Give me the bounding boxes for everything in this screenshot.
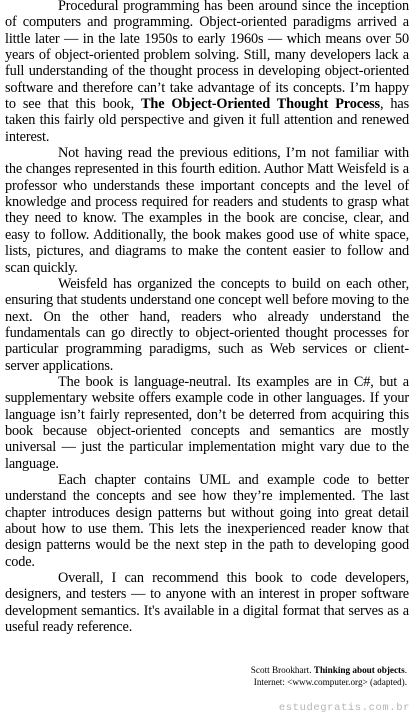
citation-line-1 [67,664,407,676]
citation-internet: Internet: <www.computer.org> (adapted). [253,677,407,687]
paragraph-1-text-b: , has taken this fairly old perspective and given it full attention and renewed interest. [5,96,409,145]
article-body [5,0,409,635]
paragraph-3: Weisfeld has organized the concepts to build on each other, ensuring that students understand one concept well before moving to the next. On the other hand, readers who already understand the fundamentals can go directly to object-oriented thought processes for particular programming paradigms, such as Web services or client-server applications. [5,275,409,374]
paragraph-1 [5,0,409,145]
paragraph-4: The book is language-neutral. Its examples are in C#, but a supplementary website offers example code in other languages. If your language isn’t fairly represented, don’t be deterred from acquiring this book because object-oriented concepts and semantics are mostly universal — just the particular implementation might vary due to the language. [5,373,409,472]
citation-period: . [404,665,407,675]
book-title: The Object-Oriented Thought Process [141,96,380,113]
citation-author: Scott Brookhart. [250,665,314,675]
paragraph-2: Not having read the previous editions, I’m not familiar with the changes represented in this fourth edition. Author Matt Weisfeld is a professor who understands these important concepts and the level of knowledge and process required for readers and students to grasp what they need to know. The examples in the book are concise, clear, and easy to follow. Additionally, the book makes good use of white space, lists, pictures, and diagrams to make the content easier to follow and scan quickly. [5,145,409,276]
paragraph-6: Overall, I can recommend this book to code developers, designers, and testers — to anyone with an interest in proper software development semantics. It's available in a digital format that serves as a useful ready reference. [5,570,409,636]
citation-title: Thinking about objects [313,665,405,675]
source-citation [67,664,407,688]
site-watermark: estudegratis.com.br [278,702,410,714]
paragraph-5: Each chapter contains UML and example code to better understand the concepts and see how they’re implemented. The last chapter introduces design patterns but without going into great detail about how to use them. This lets the inexperienced reader know that design patterns would be the next step in the path to developing good code. [5,471,409,570]
paragraph-1-text-a: Procedural programming has been around since the inception of computers and programming. Object-oriented paradigms arrived a little later — in the late 1950s to early 1960s — which means over 50 years of object-oriented problem solving. Still, many developers lack a full understanding of the thought process in developing object-oriented software and therefore can’t take advantage of its concepts. I’m happy to see that this book, [5,0,409,113]
